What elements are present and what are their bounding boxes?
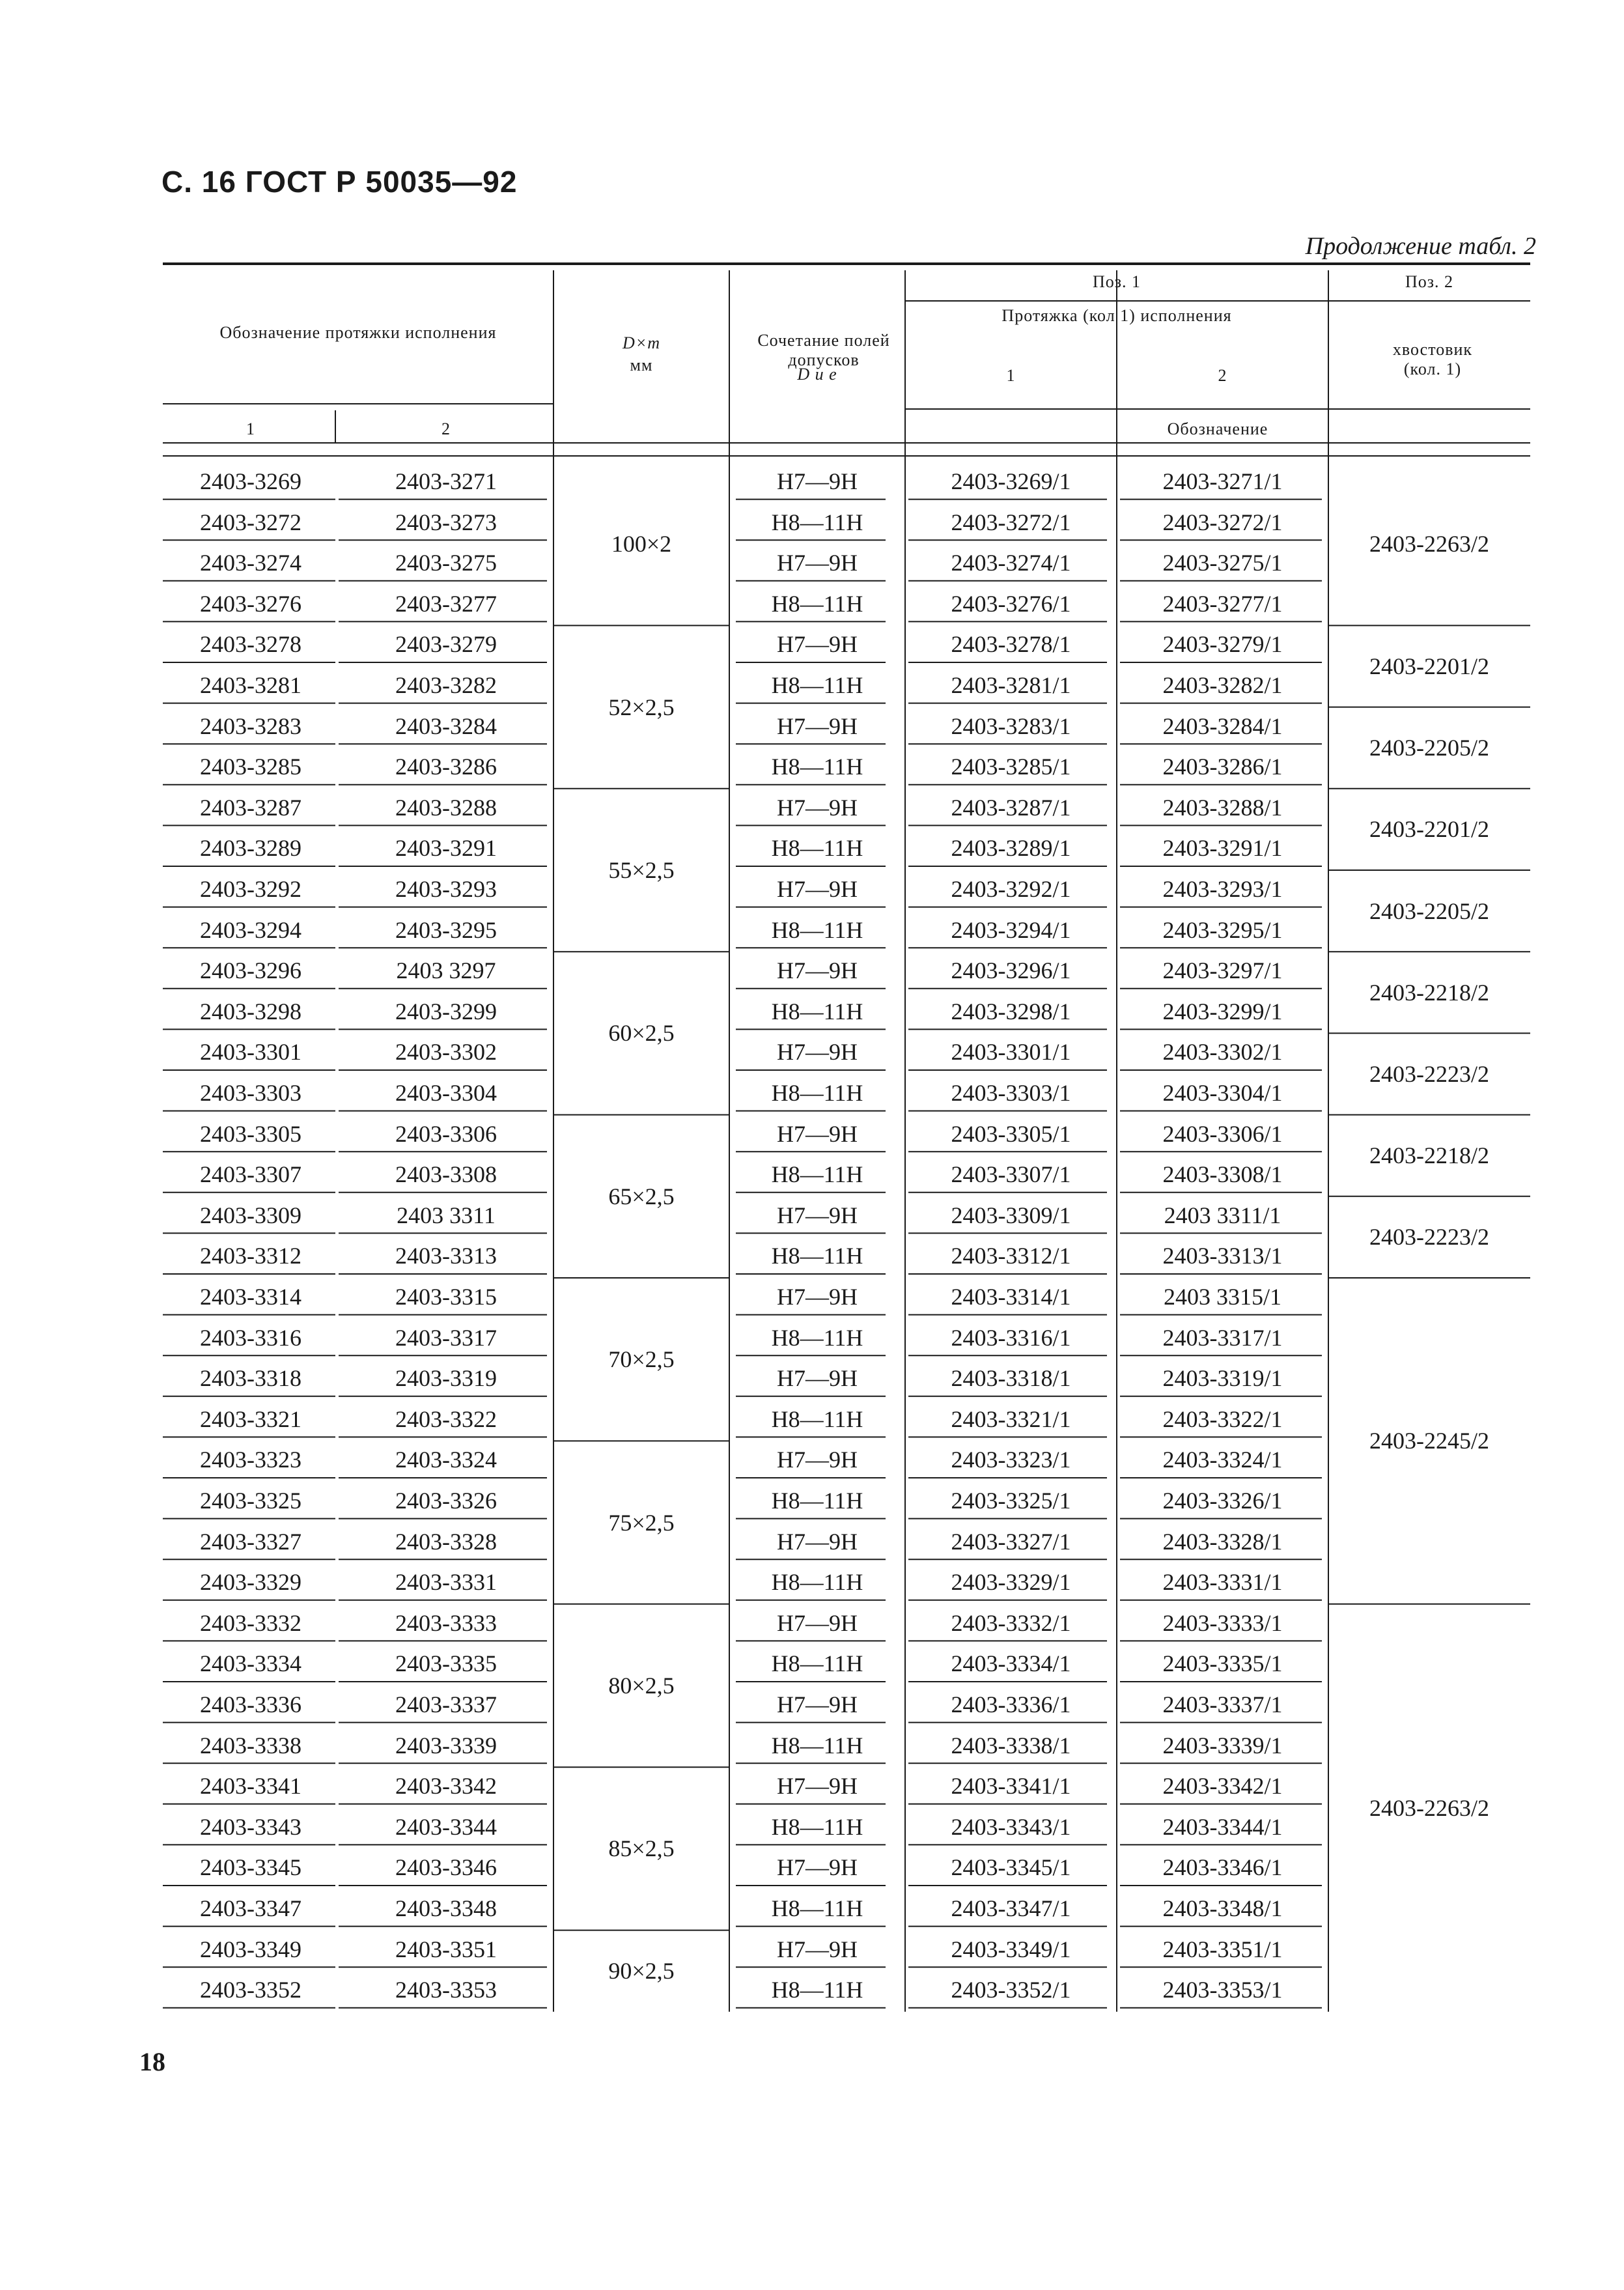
header-pos1-col2: 2: [1218, 366, 1227, 385]
designation-col1-cell: 2403-3276: [200, 590, 301, 617]
designation-col2-cell: 2403-3282: [395, 672, 497, 698]
broach-col2-cell: 2403-3272/1: [1162, 509, 1283, 535]
designation-col1-cell: 2403-3336: [200, 1691, 301, 1717]
broach-col1-cell: 2403-3336/1: [951, 1691, 1071, 1717]
designation-col2-cell: 2403-3291: [395, 835, 497, 862]
broach-col1-cell: 2403-3347/1: [951, 1895, 1071, 1921]
tolerance-cell: H8—11H: [771, 1243, 863, 1269]
tolerance-cell: H7—9H: [777, 1936, 858, 1962]
shank-group-cell: 2403-2218/2: [1369, 979, 1489, 1006]
tolerance-cell: H8—11H: [771, 590, 863, 617]
designation-col1-cell: 2403-3347: [200, 1895, 301, 1921]
header-pos1-sub: Протяжка (кол 1) исполнения: [1001, 306, 1232, 325]
designation-col1-cell: 2403-3294: [200, 916, 301, 943]
tolerance-cell: H8—11H: [771, 835, 863, 862]
broach-col2-cell: 2403-3297/1: [1162, 957, 1283, 984]
designation-col1-cell: 2403-3274: [200, 550, 301, 576]
broach-col1-cell: 2403-3296/1: [951, 957, 1071, 984]
designation-col1-cell: 2403-3332: [200, 1609, 301, 1636]
shank-group-cell: 2403-2201/2: [1369, 816, 1489, 843]
shank-group-cell: 2403-2205/2: [1369, 898, 1489, 924]
shank-group-cell: 2403-2218/2: [1369, 1142, 1489, 1169]
tolerance-cell: H7—9H: [777, 550, 858, 576]
size-group-cell: 55×2,5: [608, 857, 675, 883]
broach-col1-cell: 2403-3289/1: [951, 835, 1071, 862]
broach-col1-cell: 2403-3312/1: [951, 1243, 1071, 1269]
designation-col2-cell: 2403-3302: [395, 1039, 497, 1066]
designation-col1-cell: 2403-3287: [200, 794, 301, 821]
broach-col2-cell: 2403-3328/1: [1162, 1528, 1283, 1555]
shank-group-cell: 2403-2201/2: [1369, 653, 1489, 679]
size-group-cell: 52×2,5: [608, 694, 675, 720]
designation-col1-cell: 2403-3305: [200, 1120, 301, 1147]
designation-col1-cell: 2403-3289: [200, 835, 301, 862]
broach-col1-cell: 2403-3316/1: [951, 1324, 1071, 1351]
designation-col2-cell: 2403-3288: [395, 794, 497, 821]
designation-col1-cell: 2403-3298: [200, 998, 301, 1025]
size-group-cell: 60×2,5: [608, 1020, 675, 1047]
designation-col2-cell: 2403-3326: [395, 1488, 497, 1514]
broach-col2-cell: 2403-3326/1: [1162, 1488, 1283, 1514]
designation-col1-cell: 2403-3301: [200, 1039, 301, 1066]
broach-col2-cell: 2403-3295/1: [1162, 916, 1283, 943]
header-col1: 1: [246, 419, 255, 438]
designation-col1-cell: 2403-3272: [200, 509, 301, 535]
broach-col2-cell: 2403-3348/1: [1162, 1895, 1283, 1921]
shank-group-cell: 2403-2245/2: [1369, 1428, 1489, 1454]
designation-col1-cell: 2403-3309: [200, 1202, 301, 1228]
broach-col1-cell: 2403-3276/1: [951, 590, 1071, 617]
broach-col2-cell: 2403-3324/1: [1162, 1447, 1283, 1473]
tolerance-cell: H7—9H: [777, 713, 858, 739]
designation-col2-cell: 2403-3331: [395, 1569, 497, 1596]
designation-col2-cell: 2403-3335: [395, 1650, 497, 1677]
broach-col1-cell: 2403-3323/1: [951, 1447, 1071, 1473]
broach-col2-cell: 2403-3282/1: [1162, 672, 1283, 698]
tolerance-cell: H8—11H: [771, 1977, 863, 2003]
broach-col1-cell: 2403-3329/1: [951, 1569, 1071, 1596]
header-pos1: Поз. 1: [1092, 272, 1141, 291]
designation-col2-cell: 2403-3271: [395, 468, 497, 494]
tolerance-cell: H7—9H: [777, 1202, 858, 1228]
designation-col1-cell: 2403-3327: [200, 1528, 301, 1555]
designation-col2-cell: 2403-3339: [395, 1732, 497, 1759]
broach-col2-cell: 2403-3279/1: [1162, 631, 1283, 658]
broach-col1-cell: 2403-3292/1: [951, 876, 1071, 902]
tolerance-cell: H8—11H: [771, 1813, 863, 1840]
broach-col1-cell: 2403-3303/1: [951, 1080, 1071, 1106]
broach-col1-cell: 2403-3332/1: [951, 1609, 1071, 1636]
size-group-cell: 100×2: [611, 531, 672, 558]
designation-col2-cell: 2403-3337: [395, 1691, 497, 1717]
tolerance-cell: H8—11H: [771, 1488, 863, 1514]
broach-col2-cell: 2403-3351/1: [1162, 1936, 1283, 1962]
header-col2: 2: [441, 419, 451, 438]
header-designation: Обозначение протяжки исполнения: [219, 323, 497, 342]
tolerance-cell: H8—11H: [771, 1895, 863, 1921]
tolerance-cell: H7—9H: [777, 1284, 858, 1310]
broach-col1-cell: 2403-3321/1: [951, 1406, 1071, 1432]
header-pos2-sub: хвостовик (кол. 1): [1392, 340, 1473, 378]
designation-col2-cell: 2403-3322: [395, 1406, 497, 1432]
shank-group-cell: 2403-2223/2: [1369, 1224, 1489, 1251]
header-pos1-col1: 1: [1006, 366, 1016, 385]
tolerance-cell: H7—9H: [777, 1447, 858, 1473]
broach-col2-cell: 2403-3335/1: [1162, 1650, 1283, 1677]
designation-col2-cell: 2403-3299: [395, 998, 497, 1025]
broach-col1-cell: 2403-3345/1: [951, 1854, 1071, 1881]
header-dm: D×m: [622, 333, 661, 352]
broach-col2-cell: 2403-3288/1: [1162, 794, 1283, 821]
broach-col2-cell: 2403-3302/1: [1162, 1039, 1283, 1066]
tolerance-cell: H7—9H: [777, 631, 858, 658]
broach-col1-cell: 2403-3307/1: [951, 1161, 1071, 1188]
designation-col2-cell: 2403-3351: [395, 1936, 497, 1962]
designation-col2-cell: 2403-3286: [395, 754, 497, 780]
broach-col2-cell: 2403-3322/1: [1162, 1406, 1283, 1432]
tolerance-cell: H7—9H: [777, 468, 858, 494]
broach-col2-cell: 2403-3339/1: [1162, 1732, 1283, 1759]
broach-col2-cell: 2403-3306/1: [1162, 1120, 1283, 1147]
broach-col1-cell: 2403-3338/1: [951, 1732, 1071, 1759]
designation-col2-cell: 2403-3275: [395, 550, 497, 576]
tolerance-cell: H8—11H: [771, 1569, 863, 1596]
broach-col2-cell: 2403-3313/1: [1162, 1243, 1283, 1269]
designation-col1-cell: 2403-3303: [200, 1080, 301, 1106]
broach-col1-cell: 2403-3269/1: [951, 468, 1071, 494]
broach-col2-cell: 2403-3308/1: [1162, 1161, 1283, 1188]
designation-col2-cell: 2403-3333: [395, 1609, 497, 1636]
designation-col2-cell: 2403-3273: [395, 509, 497, 535]
broach-col2-cell: 2403-3291/1: [1162, 835, 1283, 862]
broach-col2-cell: 2403 3315/1: [1163, 1284, 1281, 1310]
designation-col1-cell: 2403-3285: [200, 754, 301, 780]
shank-group-cell: 2403-2205/2: [1369, 735, 1489, 761]
broach-col1-cell: 2403-3318/1: [951, 1365, 1071, 1392]
designation-col2-cell: 2403-3279: [395, 631, 497, 658]
designation-col1-cell: 2403-3349: [200, 1936, 301, 1962]
broach-col2-cell: 2403-3342/1: [1162, 1773, 1283, 1800]
designation-col1-cell: 2403-3312: [200, 1243, 301, 1269]
size-group-cell: 70×2,5: [608, 1346, 675, 1373]
designation-col1-cell: 2403-3292: [200, 876, 301, 902]
shank-group-cell: 2403-2263/2: [1369, 1794, 1489, 1821]
designation-col2-cell: 2403-3277: [395, 590, 497, 617]
designation-col2-cell: 2403-3328: [395, 1528, 497, 1555]
designation-col1-cell: 2403-3341: [200, 1773, 301, 1800]
broach-col2-cell: 2403-3304/1: [1162, 1080, 1283, 1106]
tolerance-cell: H7—9H: [777, 1854, 858, 1881]
designation-col1-cell: 2403-3283: [200, 713, 301, 739]
tolerance-cell: H7—9H: [777, 794, 858, 821]
broach-col2-cell: 2403-3333/1: [1162, 1609, 1283, 1636]
broach-col1-cell: 2403-3281/1: [951, 672, 1071, 698]
broach-col1-cell: 2403-3349/1: [951, 1936, 1071, 1962]
size-group-cell: 85×2,5: [608, 1835, 675, 1862]
designation-col1-cell: 2403-3325: [200, 1488, 301, 1514]
designation-col2-cell: 2403-3342: [395, 1773, 497, 1800]
designation-col1-cell: 2403-3318: [200, 1365, 301, 1392]
broach-col2-cell: 2403-3331/1: [1162, 1569, 1283, 1596]
tolerance-cell: H7—9H: [777, 957, 858, 984]
size-group-cell: 90×2,5: [608, 1958, 675, 1985]
designation-col1-cell: 2403-3345: [200, 1854, 301, 1881]
tolerance-cell: H8—11H: [771, 998, 863, 1025]
designation-col1-cell: 2403-3334: [200, 1650, 301, 1677]
broach-col1-cell: 2403-3325/1: [951, 1488, 1071, 1514]
tolerance-cell: H8—11H: [771, 672, 863, 698]
designation-col2-cell: 2403-3348: [395, 1895, 497, 1921]
header-designation-row: Обозначение: [1167, 419, 1268, 438]
tolerance-cell: H8—11H: [771, 1161, 863, 1188]
tolerance-cell: H7—9H: [777, 1609, 858, 1636]
designation-col1-cell: 2403-3314: [200, 1284, 301, 1310]
size-group-cell: 80×2,5: [608, 1673, 675, 1699]
tolerance-cell: H8—11H: [771, 1080, 863, 1106]
designation-col2-cell: 2403 3297: [396, 957, 496, 984]
tolerance-cell: H8—11H: [771, 1406, 863, 1432]
broach-col2-cell: 2403-3344/1: [1162, 1813, 1283, 1840]
table-continuation-caption: Продолжение табл. 2: [1305, 233, 1536, 260]
broach-col2-cell: 2403-3353/1: [1162, 1977, 1283, 2003]
broach-col2-cell: 2403-3299/1: [1162, 998, 1283, 1025]
tolerance-cell: H8—11H: [771, 509, 863, 535]
broach-col1-cell: 2403-3301/1: [951, 1039, 1071, 1066]
broach-col1-cell: 2403-3294/1: [951, 916, 1071, 943]
broach-col2-cell: 2403-3346/1: [1162, 1854, 1283, 1881]
broach-col1-cell: 2403-3314/1: [951, 1284, 1071, 1310]
designation-col1-cell: 2403-3329: [200, 1569, 301, 1596]
broach-col1-cell: 2403-3278/1: [951, 631, 1071, 658]
designation-col2-cell: 2403-3306: [395, 1120, 497, 1147]
designation-col2-cell: 2403-3304: [395, 1080, 497, 1106]
broach-col2-cell: 2403-3286/1: [1162, 754, 1283, 780]
designation-col1-cell: 2403-3316: [200, 1324, 301, 1351]
tolerance-cell: H8—11H: [771, 916, 863, 943]
tolerance-cell: H7—9H: [777, 1120, 858, 1147]
broach-col1-cell: 2403-3287/1: [951, 794, 1071, 821]
broach-col1-cell: 2403-3309/1: [951, 1202, 1071, 1228]
broach-col2-cell: 2403-3293/1: [1162, 876, 1283, 902]
broach-col2-cell: 2403-3277/1: [1162, 590, 1283, 617]
broach-col1-cell: 2403-3274/1: [951, 550, 1071, 576]
designation-col1-cell: 2403-3281: [200, 672, 301, 698]
broach-col1-cell: 2403-3343/1: [951, 1813, 1071, 1840]
designation-col2-cell: 2403-3284: [395, 713, 497, 739]
broach-col2-cell: 2403-3284/1: [1162, 713, 1283, 739]
tolerance-cell: H8—11H: [771, 754, 863, 780]
designation-col1-cell: 2403-3352: [200, 1977, 301, 2003]
header-tolerance-sub: D и е: [797, 365, 837, 384]
tolerance-cell: H7—9H: [777, 1365, 858, 1392]
broach-col2-cell: 2403-3337/1: [1162, 1691, 1283, 1717]
designation-col1-cell: 2403-3338: [200, 1732, 301, 1759]
designation-col1-cell: 2403-3343: [200, 1813, 301, 1840]
designation-col2-cell: 2403-3346: [395, 1854, 497, 1881]
designation-col2-cell: 2403-3293: [395, 876, 497, 902]
tolerance-cell: H8—11H: [771, 1324, 863, 1351]
designation-col2-cell: 2403-3315: [395, 1284, 497, 1310]
designation-col2-cell: 2403-3317: [395, 1324, 497, 1351]
broach-col1-cell: 2403-3352/1: [951, 1977, 1071, 2003]
tolerance-cell: H8—11H: [771, 1732, 863, 1759]
tolerance-cell: H7—9H: [777, 876, 858, 902]
broach-col1-cell: 2403-3298/1: [951, 998, 1071, 1025]
header-pos2: Поз. 2: [1405, 272, 1454, 291]
page-number: 18: [139, 2047, 165, 2076]
page-header: С. 16 ГОСТ Р 50035—92: [161, 165, 518, 199]
header-tolerance: Сочетание полей допусков: [757, 331, 890, 369]
designation-col1-cell: 2403-3321: [200, 1406, 301, 1432]
broach-col1-cell: 2403-3327/1: [951, 1528, 1071, 1555]
tolerance-cell: H7—9H: [777, 1773, 858, 1800]
header-dm-unit: мм: [630, 356, 653, 375]
broach-col2-cell: 2403-3271/1: [1162, 468, 1283, 494]
broach-col1-cell: 2403-3341/1: [951, 1773, 1071, 1800]
designation-col1-cell: 2403-3307: [200, 1161, 301, 1188]
shank-group-cell: 2403-2263/2: [1369, 531, 1489, 558]
broach-col1-cell: 2403-3272/1: [951, 509, 1071, 535]
designation-col1-cell: 2403-3296: [200, 957, 301, 984]
tolerance-cell: H8—11H: [771, 1650, 863, 1677]
tolerance-cell: H7—9H: [777, 1039, 858, 1066]
designation-col2-cell: 2403-3344: [395, 1813, 497, 1840]
shank-group-cell: 2403-2223/2: [1369, 1061, 1489, 1087]
broach-col2-cell: 2403 3311/1: [1164, 1202, 1281, 1228]
broach-col2-cell: 2403-3275/1: [1162, 550, 1283, 576]
designation-col1-cell: 2403-3269: [200, 468, 301, 494]
broach-col1-cell: 2403-3305/1: [951, 1120, 1071, 1147]
broach-col1-cell: 2403-3285/1: [951, 754, 1071, 780]
designation-col2-cell: 2403-3295: [395, 916, 497, 943]
designation-col2-cell: 2403-3353: [395, 1977, 497, 2003]
size-group-cell: 75×2,5: [608, 1509, 675, 1536]
broach-col1-cell: 2403-3334/1: [951, 1650, 1071, 1677]
broach-col2-cell: 2403-3317/1: [1162, 1324, 1283, 1351]
designation-col2-cell: 2403 3311: [397, 1202, 496, 1228]
broach-col1-cell: 2403-3283/1: [951, 713, 1071, 739]
designation-col2-cell: 2403-3308: [395, 1161, 497, 1188]
designation-col2-cell: 2403-3324: [395, 1447, 497, 1473]
tolerance-cell: H7—9H: [777, 1691, 858, 1717]
designation-col1-cell: 2403-3323: [200, 1447, 301, 1473]
designation-col2-cell: 2403-3313: [395, 1243, 497, 1269]
broach-col2-cell: 2403-3319/1: [1162, 1365, 1283, 1392]
size-group-cell: 65×2,5: [608, 1183, 675, 1209]
tolerance-cell: H7—9H: [777, 1528, 858, 1555]
designation-col1-cell: 2403-3278: [200, 631, 301, 658]
designation-col2-cell: 2403-3319: [395, 1365, 497, 1392]
